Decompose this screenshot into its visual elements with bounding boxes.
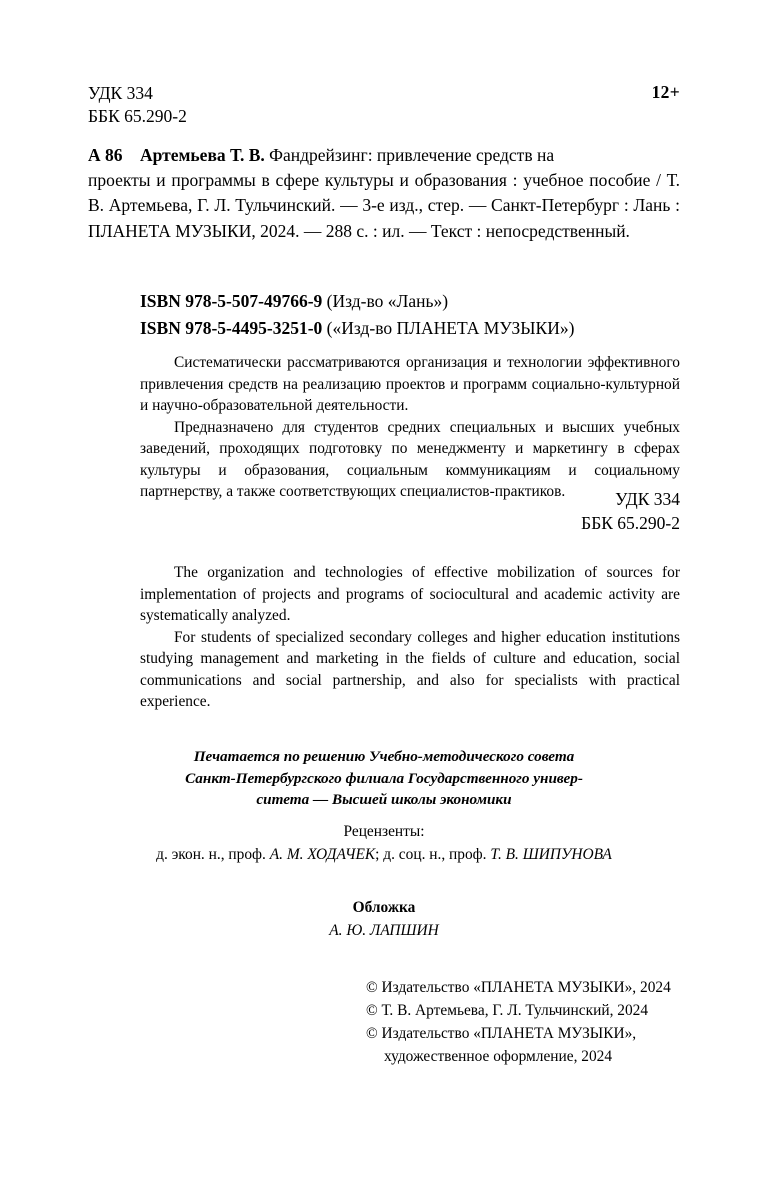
biblio-author: Артемьева Т. В. bbox=[140, 145, 265, 165]
copyright-line: © Т. В. Артемьева, Г. Л. Тульчинский, 2024 bbox=[366, 1002, 649, 1020]
shelf-code: А 86 bbox=[88, 145, 123, 165]
bibliographic-description bbox=[88, 143, 680, 244]
isbn-block bbox=[140, 288, 574, 341]
udc-code-repeat: УДК 334 bbox=[615, 489, 680, 509]
isbn-publisher: («Изд-во ПЛАНЕТА МУЗЫКИ») bbox=[326, 317, 575, 338]
annotation-english bbox=[140, 562, 680, 713]
biblio-details: проекты и программы в сфере культуры и образования : учебное пособие / Т. В. Артемьева, Г. Л. Тульчинский. — 3-е изд., стер. — Санкт-Петербург : Лань : ПЛАНЕТА МУЗЫКИ, 2024. — 288 с. : ил. — Текст : непосредственный. bbox=[88, 170, 680, 241]
reviewer-separator: ; bbox=[375, 846, 380, 864]
reviewer-name-1: А. М. ХОДАЧЕК bbox=[269, 846, 376, 864]
bbk-code: ББК 65.290-2 bbox=[88, 106, 187, 127]
approval-line: ситета — Высшей школы экономики bbox=[256, 791, 512, 809]
copyright-page bbox=[88, 0, 680, 1182]
reviewer-degree-1: д. экон. н., проф. bbox=[156, 846, 266, 864]
isbn-number: ISBN 978-5-4495-3251-0 bbox=[140, 317, 323, 338]
approval-line: Печатается по решению Учебно-методического совета bbox=[193, 748, 575, 765]
isbn-publisher: (Изд-во «Лань») bbox=[326, 291, 449, 311]
reviewers-names bbox=[88, 843, 680, 866]
udc-repeat-block bbox=[88, 488, 680, 535]
reviewers-block bbox=[88, 820, 680, 866]
copyright-line: художественное оформление, 2024 bbox=[384, 1048, 613, 1066]
copyright-line: © Издательство «ПЛАНЕТА МУЗЫКИ», 2024 bbox=[366, 979, 671, 996]
isbn-row bbox=[140, 315, 574, 342]
reviewer-degree-2: д. соц. н., проф. bbox=[383, 846, 487, 864]
header-row bbox=[88, 82, 680, 128]
approval-note bbox=[88, 746, 680, 811]
age-rating-badge: 12+ bbox=[651, 82, 680, 102]
reviewers-title: Рецензенты: bbox=[343, 823, 425, 840]
copyright-block bbox=[366, 976, 671, 1068]
cover-designer-block bbox=[88, 896, 680, 943]
isbn-row bbox=[140, 288, 574, 315]
copyright-line: © Издательство «ПЛАНЕТА МУЗЫКИ», bbox=[366, 1025, 637, 1043]
approval-line: Санкт-Петербургского филиала Государственного универ- bbox=[185, 769, 583, 787]
isbn-number: ISBN 978-5-507-49766-9 bbox=[140, 291, 323, 311]
annotation-paragraph: Предназначено для студентов средних специальных и высших учебных заведений, проходящих подготовку по менеджменту и маркетингу в сферах культуры и образования, социальным коммуникациям и социальному партнерству, а также соответствующих специалистов-практиков. bbox=[140, 418, 680, 501]
cover-designer-name: А. Ю. ЛАПШИН bbox=[329, 922, 439, 940]
udc-block bbox=[88, 82, 187, 128]
bbk-code-repeat: ББК 65.290-2 bbox=[581, 512, 680, 533]
reviewer-name-2: Т. В. ШИПУНОВА bbox=[490, 846, 612, 864]
annotation-paragraph: The organization and technologies of effective mobilization of sources for implementation of projects and programs of sociocultural and academic activity are systematically analyzed. bbox=[140, 564, 680, 625]
annotation-paragraph: Систематически рассматриваются организация и технологии эффективного привлечения средств на реализацию проектов и программ социально-культурной и научно-образовательной деятельности. bbox=[140, 354, 680, 415]
udc-code: УДК 334 bbox=[88, 83, 153, 103]
annotation-paragraph: For students of specialized secondary colleges and higher education institutions studying management and marketing in the fields of culture and education, social communications and social partnership, and also for specialists with practical experience. bbox=[140, 628, 680, 711]
biblio-title-line: Фандрейзинг: привлечение средств на bbox=[269, 145, 555, 165]
cover-label: Обложка bbox=[352, 899, 416, 916]
annotation-russian bbox=[140, 352, 680, 503]
